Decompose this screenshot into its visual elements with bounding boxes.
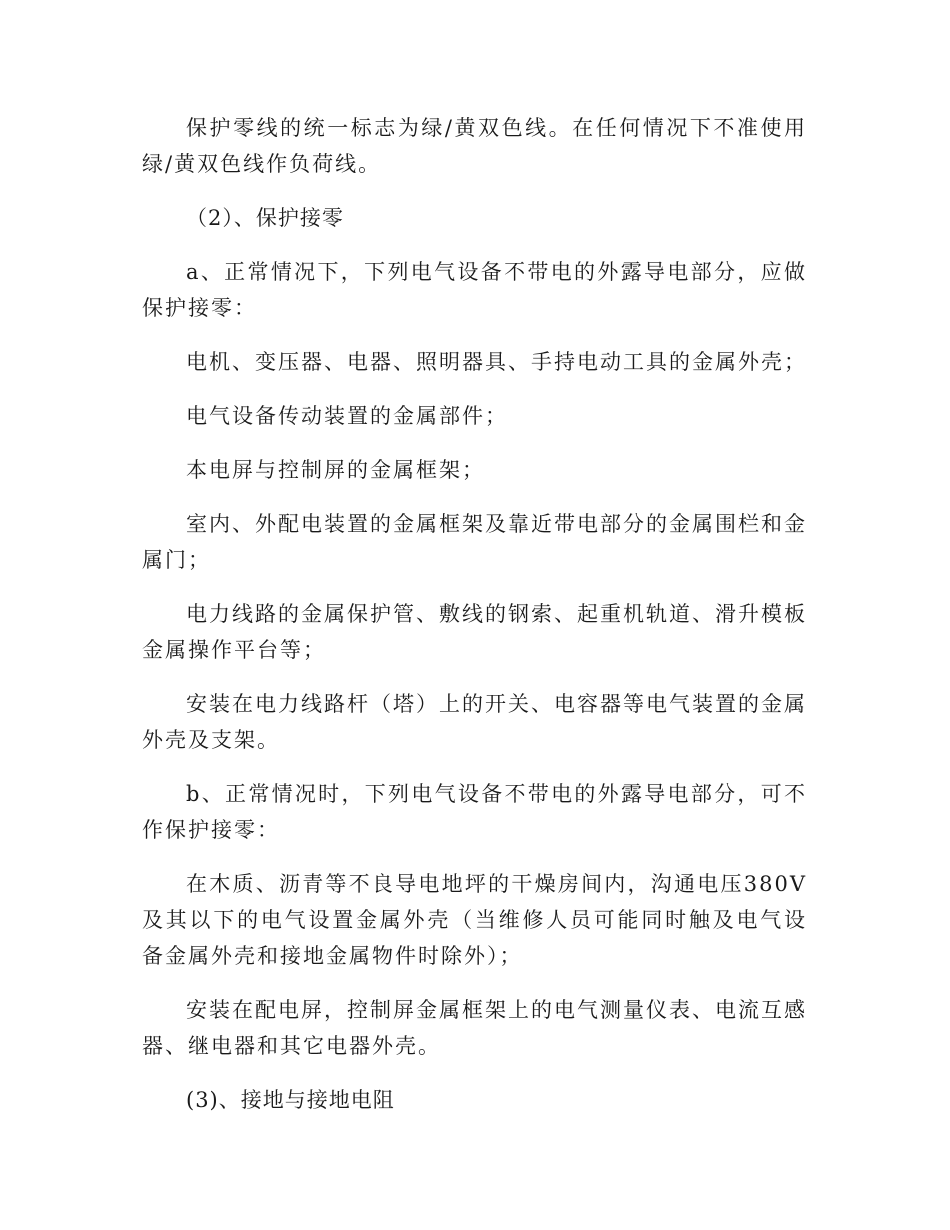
paragraph-motor-housing: 电机、变压器、电器、照明器具、手持电动工具的金属外壳； [186, 350, 807, 374]
paragraph-line-conduit: 电力线路的金属保护管、敷线的钢索、起重机轨道、滑升模板金属操作平台等； [142, 602, 807, 662]
paragraph-dry-room: 在木质、沥青等不良导电地坪的干燥房间内，沟通电压380V及其以下的电气设置金属外壳（当维修人员可能同时触及电气设备金属外壳和接地金属物件时除外）； [142, 872, 807, 968]
paragraph-item-a: a、正常情况下，下列电气设备不带电的外露导电部分，应做保护接零： [142, 260, 807, 320]
paragraph-transmission-parts: 电气设备传动装置的金属部件； [186, 404, 508, 428]
paragraph-item-b: b、正常情况时，下列电气设备不带电的外露导电部分，可不作保护接零： [142, 782, 807, 842]
section-heading-protective-neutral: （2）、保护接零 [186, 206, 344, 230]
paragraph-pe-color-rule: 保护零线的统一标志为绿/黄双色线。在任何情况下不准使用绿/黄双色线作负荷线。 [142, 116, 807, 176]
paragraph-panel-instruments: 安装在配电屏，控制屏金属框架上的电气测量仪表、电流互感器、继电器和其它电器外壳。 [142, 998, 807, 1058]
paragraph-screen-frame: 本电屏与控制屏的金属框架； [186, 458, 485, 482]
section-heading-grounding: (3)、接地与接地电阻 [186, 1088, 395, 1112]
paragraph-switchgear-frame: 室内、外配电装置的金属框架及靠近带电部分的金属围栏和金属门； [142, 512, 807, 572]
document-body [142, 110, 807, 1136]
paragraph-pole-equipment: 安装在电力线路杆（塔）上的开关、电容器等电气装置的金属外壳及支架。 [142, 692, 807, 752]
